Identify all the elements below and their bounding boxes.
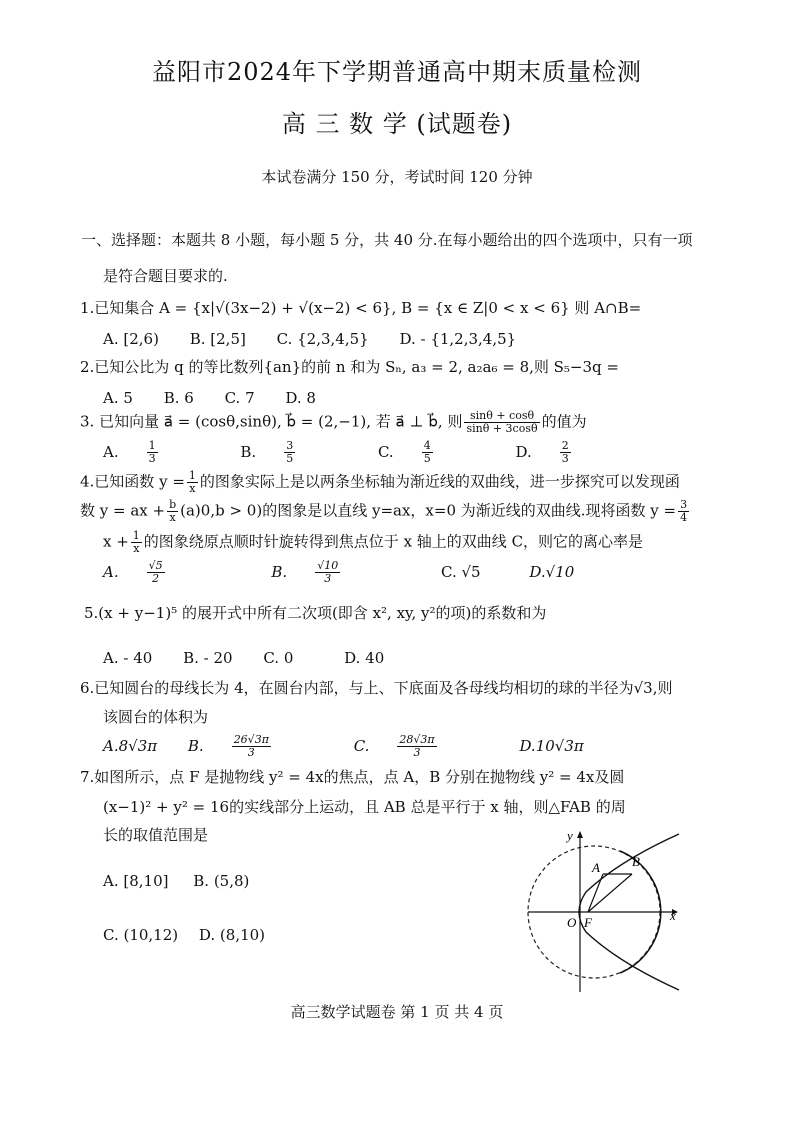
question-3-text-end: 的值为 bbox=[541, 412, 587, 431]
question-3-stem bbox=[80, 410, 587, 435]
exam-subject: 高 三 数 学 (试题卷) bbox=[281, 110, 513, 138]
option-a: A. $\frac{1}{3}$ bbox=[103, 439, 156, 465]
y-axis-arrow bbox=[577, 831, 583, 838]
question-1-stem: 1.已知集合 A = {x|√(3x−2) + √(x−2) < 6}, B = {x ∈ Z|0 < x < 6} 则 A∩B= bbox=[80, 299, 642, 317]
parabola-circle-figure bbox=[524, 826, 684, 996]
question-6-options bbox=[103, 734, 610, 759]
option-a: A. $\frac{√5}{2}$ bbox=[103, 559, 163, 585]
option-b: B. [2,5] bbox=[189, 330, 246, 348]
question-2-options bbox=[103, 387, 342, 409]
option-b: B. - 20 bbox=[183, 649, 233, 667]
question-5-stem: 5.(x + y−1)⁵ 的展开式中所有二次项(即含 x², xy, y²的项)的系数和为 bbox=[84, 604, 547, 622]
option-a: A. [2,6) bbox=[103, 330, 159, 348]
question-4-line-1: 4.已知函数 y = $\frac{1}{x}$ 的图象实际上是以两条坐标轴为渐近线的双曲线，进一步探究可以发现函 bbox=[80, 469, 680, 495]
question-7-options-row-2 bbox=[103, 924, 291, 946]
section-heading-cont: 是符合题目要求的. bbox=[103, 267, 228, 285]
option-a: A. 5 bbox=[103, 389, 133, 407]
label-y: y bbox=[567, 828, 573, 843]
question-6-stem: 6.已知圆台的母线长为 4，在圆台内部，与上、下底面及各母线均相切的球的半径为√3,则 bbox=[80, 679, 673, 697]
option-d: D. 8 bbox=[285, 389, 316, 407]
option-c: C. $\frac{4}{5}$ bbox=[377, 439, 431, 465]
question-7-stem-3: 长的取值范围是 bbox=[103, 826, 209, 844]
exam-info: 本试卷满分 150 分，考试时间 120 分钟 bbox=[261, 168, 533, 186]
question-3-text: 3. 已知向量 a⃗ = (cosθ,sinθ), b⃗ = (2,−1), 若 a⃗ ⊥ b⃗, 则 bbox=[80, 412, 463, 431]
option-d: D.10√3π bbox=[519, 736, 584, 755]
label-a: A bbox=[592, 860, 600, 875]
option-d: D. $\frac{2}{3}$ bbox=[515, 439, 569, 465]
question-7-stem: 7.如图所示，点 F 是抛物线 y² = 4x的焦点，点 A，B 分别在抛物线 y² = 4x及圆 bbox=[80, 768, 625, 786]
option-c: C. $\frac{28√3\pi}{3}$ bbox=[353, 733, 435, 759]
label-b: B bbox=[632, 854, 640, 869]
option-a: A. [8,10] bbox=[103, 872, 169, 890]
label-x: x bbox=[670, 908, 676, 923]
option-b: B. $\frac{√10}{3}$ bbox=[271, 559, 339, 585]
option-c: C. 7 bbox=[224, 389, 255, 407]
question-2-stem: 2.已知公比为 q 的等比数列{an}的前 n 和为 Sₙ, a₃ = 2, a₂a₆ = 8,则 S₅−3q = bbox=[80, 358, 619, 376]
question-5-options bbox=[103, 647, 410, 669]
option-c: C. √5 bbox=[441, 562, 481, 581]
question-4-line-2: 数 y = ax + $\frac{b}{x}$ (a)0,b > 0)的图象是以直线 y=ax，x=0 为渐近线的双曲线.现将函数 y = $\frac{3}{4}$ bbox=[80, 498, 688, 524]
option-d: D. (8,10) bbox=[198, 926, 266, 944]
question-1-options bbox=[103, 328, 542, 350]
option-d: D.√10 bbox=[529, 562, 575, 581]
question-3-options bbox=[103, 440, 649, 465]
option-b: B. (5,8) bbox=[193, 872, 250, 890]
option-a: A.8√3π bbox=[103, 736, 158, 755]
option-d: D. 40 bbox=[344, 649, 385, 667]
segment-fb bbox=[588, 874, 632, 912]
option-b: B. $\frac{26√3\pi}{3}$ bbox=[187, 733, 269, 759]
option-b: B. $\frac{3}{5}$ bbox=[240, 439, 294, 465]
option-c: C. 0 bbox=[263, 649, 294, 667]
question-6-stem-cont: 该圆台的体积为 bbox=[103, 708, 209, 726]
page-footer: 高三数学试题卷 第 1 页 共 4 页 bbox=[290, 1003, 504, 1021]
option-b: B. 6 bbox=[163, 389, 194, 407]
exam-title: 益阳市2024年下学期普通高中期末质量检测 bbox=[151, 58, 643, 86]
option-d: D. - {1,2,3,4,5} bbox=[399, 330, 517, 348]
option-c: C. (10,12) bbox=[103, 926, 179, 944]
option-c: C. {2,3,4,5} bbox=[276, 330, 369, 348]
option-a: A. - 40 bbox=[103, 649, 153, 667]
section-heading: 一、选择题：本题共 8 小题，每小题 5 分，共 40 分.在每小题给出的四个选项中，只有一项 bbox=[81, 231, 693, 249]
question-4-options bbox=[103, 560, 600, 585]
question-7-options-row-1 bbox=[103, 870, 275, 892]
label-f: F bbox=[584, 915, 592, 930]
question-3-fraction: $\frac{\sin\theta + \cos\theta}{\sin\theta + 3\cos\theta}$ bbox=[466, 409, 538, 435]
question-7-stem-2: (x−1)² + y² = 16的实线部分上运动，且 AB 总是平行于 x 轴，则△FAB 的周 bbox=[103, 798, 626, 816]
question-4-line-3: x + $\frac{1}{x}$ 的图象绕原点顺时针旋转得到焦点位于 x 轴上的双曲线 C，则它的离心率是 bbox=[103, 529, 644, 555]
label-o: O bbox=[567, 915, 577, 930]
